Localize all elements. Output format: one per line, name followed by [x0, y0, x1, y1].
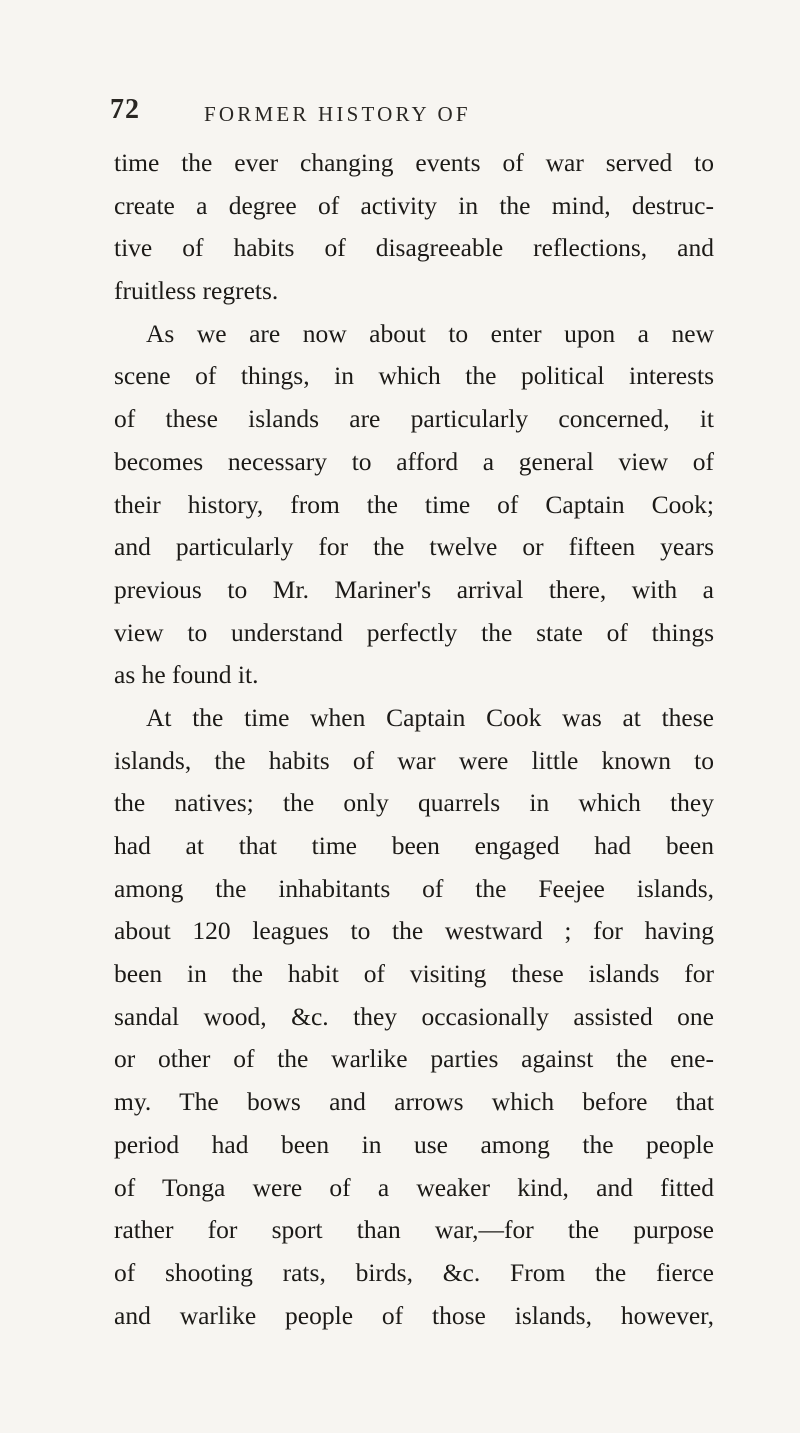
text-line: fruitless regrets.	[114, 276, 279, 306]
text-line: time the ever changing events of war served to	[114, 148, 714, 177]
text-line: becomes necessary to afford a general view of	[114, 446, 714, 476]
text-line: sandal wood, &c. they occasionally assisted one	[114, 1001, 714, 1031]
text-line: of Tonga were of a weaker kind, and fitted	[114, 1172, 714, 1202]
text-line: of these islands are particularly concerned, it	[114, 404, 714, 434]
page-number: 72	[110, 94, 140, 125]
text-line: previous to Mr. Mariner's arrival there, with a	[114, 574, 714, 604]
text-line: and particularly for the twelve or fifteen years	[114, 532, 714, 562]
text-line: tive of habits of disagreeable reflections, and	[114, 233, 714, 263]
body-text	[114, 142, 714, 1337]
text-line: and warlike people of those islands, however,	[114, 1300, 714, 1330]
text-line: my. The bows and arrows which before that	[114, 1087, 714, 1117]
text-line: the natives; the only quarrels in which they	[114, 788, 714, 818]
text-line: create a degree of activity in the mind, destruc-	[114, 190, 714, 220]
text-line: had at that time been engaged had been	[114, 831, 714, 860]
text-line: among the inhabitants of the Feejee islands,	[114, 873, 714, 903]
text-line: scene of things, in which the political interests	[114, 361, 714, 391]
page-header	[0, 94, 800, 134]
text-line: islands, the habits of war were little known to	[114, 745, 714, 775]
text-line: about 120 leagues to the westward ; for having	[114, 916, 714, 946]
text-line: as he found it.	[114, 660, 259, 690]
text-line: As we are now about to enter upon a new	[146, 318, 714, 348]
text-line: been in the habit of visiting these islands for	[114, 959, 714, 989]
text-line: their history, from the time of Captain Cook;	[114, 489, 714, 519]
text-line: At the time when Captain Cook was at these	[146, 702, 714, 732]
text-line: of shooting rats, birds, &c. From the fierce	[114, 1257, 714, 1287]
text-line: rather for sport than war,—for the purpose	[114, 1215, 714, 1245]
text-line: period had been in use among the people	[114, 1129, 714, 1159]
text-line: or other of the warlike parties against the ene-	[114, 1044, 714, 1074]
running-head: FORMER HISTORY OF	[204, 102, 471, 126]
text-line: view to understand perfectly the state of things	[114, 617, 714, 647]
